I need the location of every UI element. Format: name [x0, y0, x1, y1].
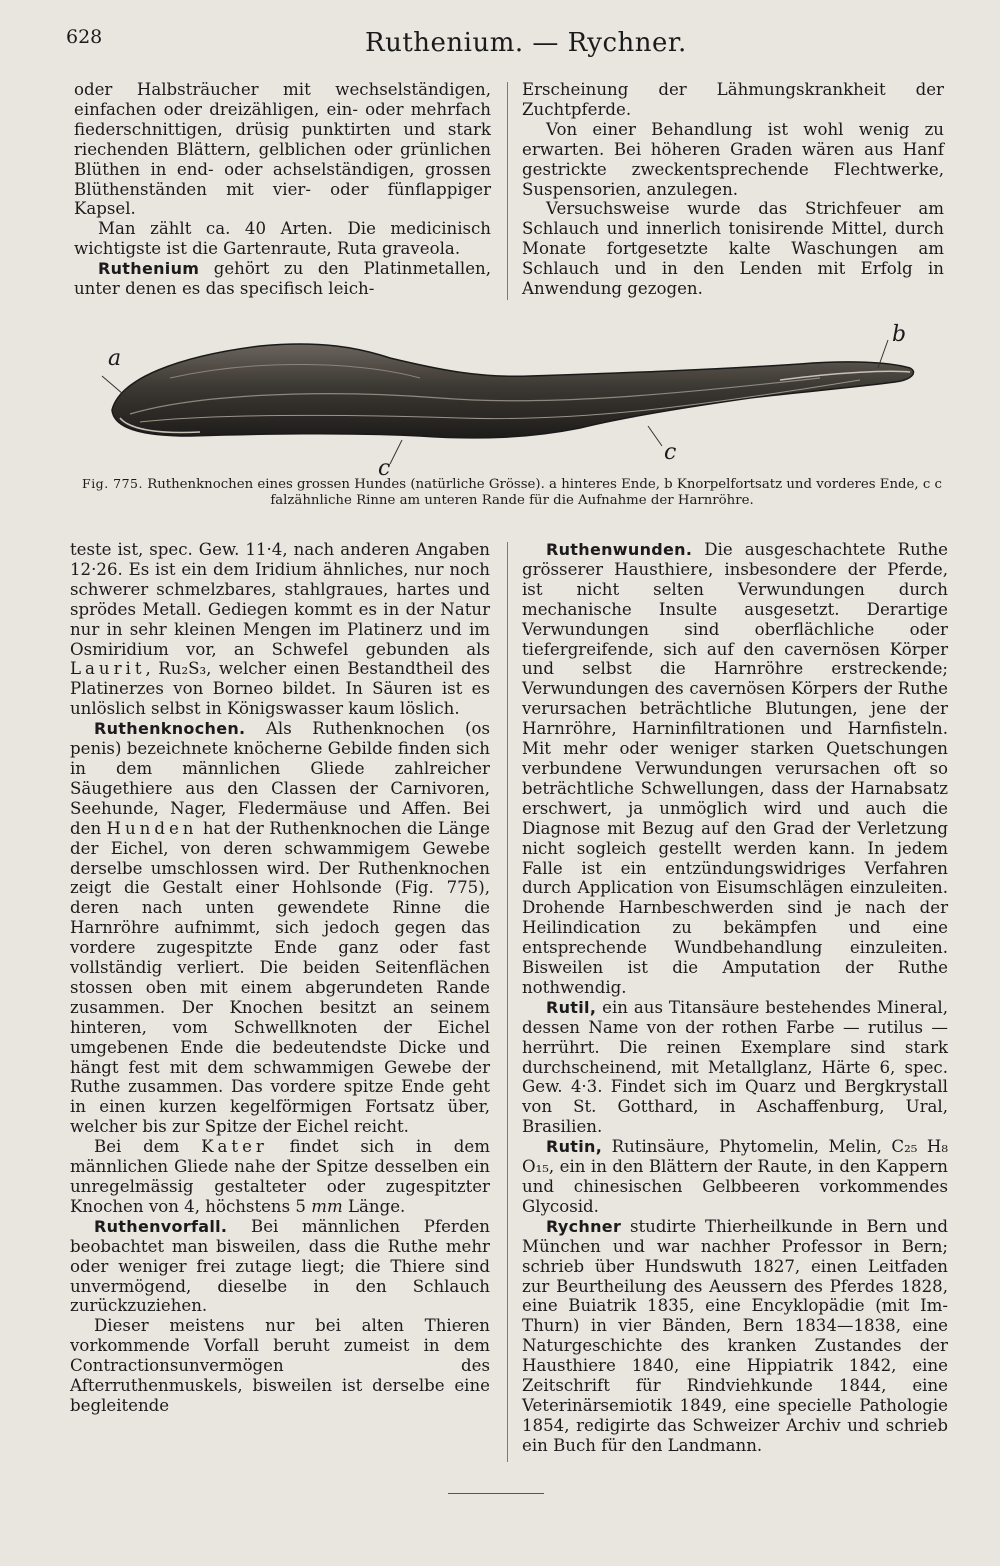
entry-rychner [522, 1217, 948, 1456]
running-head: Ruthenium. — Rychner. [365, 28, 687, 58]
figure-label-c-right: c [664, 440, 677, 465]
text-fragment: teste ist, spec. Gew. 11·4, nach anderen Angaben 12·26. Es ist ein dem Iridium ähnliches, nur noch schwerer schmelzbares, stahlgraues, hartes und sprödes Metall. Gediegen kommt es in der Natur nur in sehr kleinen Mengen im Platinerz und im Osmiridium vor, an Schwefel gebunden als [70, 540, 490, 659]
entry-ruthenium-text: gehört zu den Platinmetallen, unter denen es das specifisch leich- [74, 259, 491, 299]
term-hunden: Hunden [106, 818, 198, 838]
page-header [0, 26, 1000, 60]
bone-illustration [60, 318, 940, 478]
text-fragment: Rutinsäure, Phytomelin, Melin, C₂₅ H₈ O₁₅, ein in den Blättern der Raute, in den Kappern und chinesischen Gelbbeeren vorkommendes Glycosid. [522, 1137, 948, 1216]
paragraph-versuchsweise: Versuchsweise wurde das Strichfeuer am Schlauch und innerlich tonisirende Mittel, durch Monate fortgesetzte kalte Waschungen am Schlauch und in den Lenden mit Erfolg in Anwendung gezogen. [522, 199, 944, 299]
entry-ruthenknochen [70, 719, 490, 1137]
figure-label-c-left: c [378, 456, 391, 481]
text-fragment: findet sich in dem männlichen Gliede nahe der Spitze desselben ein unregelmässig gestalteter oder zugespitzter Knochen von 4, höchstens 5 [70, 1137, 490, 1216]
paragraph-ruta-continued: oder Halbsträucher mit wechselständigen, einfachen oder dreizähligen, ein- oder mehrfach fiederschnittigen, drüsig punktirten und stark riechenden Blättern, gelblichen oder grünlichen Blüthen in end- oder achselständigen, grossen Blüthenständen mit vier- oder fünflappiger Kapsel. [74, 80, 491, 219]
text-fragment: ein aus Titansäure bestehendes Mineral, dessen Name von der rothen Farbe — rutilus — herrührt. Die reinen Exemplare sind stark durchscheinend, mit Metallglanz, Härte 6, spec. Gew. 4·3. Findet sich im Quarz und Bergkrystall von St. Gotthard, in Aschaffenburg, Ural, Brasilien. [522, 997, 948, 1137]
unit-mm: mm [311, 1196, 343, 1216]
figure-label-b: b [892, 322, 907, 347]
lemma-ruthenknochen: Ruthenknochen. [94, 719, 246, 739]
lemma-ruthenium: Ruthenium [98, 259, 200, 279]
text-fragment: Als Ruthenknochen (os penis) bezeichnete knöcherne Gebilde finden sich in dem männlichen Gliede zahlreicher Säugethiere aus den Classen der Carnivoren, Seehunde, Nager, Fledermäuse und Affen. Bei den [70, 719, 490, 838]
figure-ruthenknochen [60, 318, 940, 481]
page-number: 628 [66, 26, 103, 48]
paragraph-behandlung: Von einer Behandlung ist wohl wenig zu erwarten. Bei höheren Graden wären aus Hanf gestrickte zweckentsprechende Flechtwerke, Suspensorien, anzulegen. [522, 119, 944, 199]
figure-caption-text: Ruthenknochen eines grossen Hundes (natürliche Grösse). a hinteres Ende, b Knorpelfortsatz und vorderes Ende, c c falzähnliche Rinne am unteren Rande für die Aufnahme der Harnröhre. [142, 477, 942, 508]
figure-caption [76, 476, 948, 509]
text-fragment: hat der Ruthenknochen die Länge der Eichel, von deren schwammigem Gewebe derselbe umschlossen wird. Der Ruthenknochen zeigt die Gestalt einer Hohlsonde (Fig. 775), deren nach unten gewendete Rinne die Harnröhre aufnimmt, sich jedoch gegen das vordere zugespitzte Ende ganz oder fast vollständig verliert. Die beiden Seitenflächen stossen oben mit einem abgerundeten Rande zusammen. Der Knochen besitzt an seinem hinteren, vom Schwellknoten der Eichel umgebenen Ende die bedeutendste Dicke und hängt fest mit dem schwammigen Gewebe der Ruthe zusammen. Das vordere spitze Ende geht in einen kurzen kegelförmigen Fortsatz über, welcher bis zur Spitze der Eichel reicht. [70, 818, 490, 1137]
figure-label-a: a [108, 346, 122, 371]
paragraph-kater [70, 1137, 490, 1217]
column-upper-right [522, 80, 944, 299]
text-fragment: Länge. [342, 1196, 406, 1216]
column-lower-right [522, 540, 948, 1456]
paragraph-ruthenium-continued [70, 540, 490, 719]
entry-ruthenvorfall [70, 1217, 490, 1317]
lemma-ruthenvorfall: Ruthenvorfall. [94, 1216, 228, 1236]
entry-ruthenium [74, 259, 491, 299]
lemma-rutil: Rutil, [546, 997, 597, 1017]
entry-ruthenwunden [522, 540, 948, 998]
lemma-ruthenwunden: Ruthenwunden. [546, 540, 693, 559]
lemma-rychner: Rychner [546, 1216, 622, 1236]
column-lower-left [70, 540, 490, 1416]
text-fragment: Die ausgeschachtete Ruthe grösserer Hausthiere, insbesondere der Pferde, ist nicht selten Verwundungen durch mechanische Insulte ausgesetzt. Derartige Verwundungen sind oberflächliche oder tiefergreifende, sich auf den cavernösen Körper und selbst die Harnröhre erstreckende; Verwundungen des cavernösen Körpers der Ruthe verursachen beträchtliche Blutungen, jene der Harnröhre, Harninfiltrationen und Harnfisteln. Mit mehr oder weniger starken Quetschungen verbundene Verwundungen verursachen oft so beträchtliche Schwellungen, dass der Harnabsatz erschwert, ja unmöglich wird und auch die Diagnose mit Bezug auf den Grad der Verletzung nicht sogleich gestellt werden kann. In jedem Falle ist ein entzündungswidriges Verfahren durch Application von Eisumschlägen einzuleiten. Drohende Harnbeschwerden sind je nach der Heilindication zu bekämpfen und eine entsprechende Wundbehandlung einzuleiten. Bisweilen ist die Amputation der Ruthe nothwendig. [522, 540, 948, 997]
lemma-rutin: Rutin, [546, 1137, 603, 1157]
text-fragment: Bei männlichen Pferden beobachtet man bisweilen, dass die Ruthe mehr oder weniger frei zutage liegt; die Thiere sind unvermögend, dieselbe in den Schlauch zurückzuziehen. [70, 1216, 490, 1316]
text-fragment: , Ru₂S₃, welcher einen Bestandtheil des Platinerzes von Borneo bildet. In Säuren ist es unlöslich selbst in Königswasser kaum löslich. [70, 659, 490, 719]
column-divider-upper [507, 82, 508, 300]
text-fragment: studirte Thierheilkunde in Bern und München und war nachher Professor in Bern; schrieb über Hundswuth 1827, einen Leitfaden zur Beurtheilung des Aeussern des Pferdes 1828, eine Buiatrik 1835, eine Encyklopädie (mit Im-Thurn) in vier Bänden, Bern 1834—1838, eine Naturgeschichte des kranken Zustandes der Hausthiere 1840, eine Hippiatrik 1842, eine Zeitschrift für Rindviehkunde 1844, eine Veterinärsemiotik 1849, eine specielle Pathologie 1854, redigirte das Schweizer Archiv und schrieb ein Buch für den Landmann. [522, 1216, 948, 1455]
figure-caption-label: Fig. 775. [82, 476, 143, 491]
paragraph-laehmung-continued: Erscheinung der Lähmungskrankheit der Zuchtpferde. [522, 80, 944, 119]
column-upper-left [74, 80, 491, 299]
entry-rutil [522, 998, 948, 1137]
term-kater: Kater [201, 1137, 268, 1157]
term-laurit: Laurit [70, 659, 146, 679]
text-fragment: Bei dem [94, 1137, 202, 1157]
paragraph-ruta-species: Man zählt ca. 40 Arten. Die medicinisch wichtigste ist die Gartenraute, Ruta graveola. [74, 219, 491, 259]
paragraph-vorfall: Dieser meistens nur bei alten Thieren vorkommende Vorfall beruht zumeist in dem Contractionsunvermögen des Afterruthenmuskels, bisweilen ist derselbe eine begleitende [70, 1316, 490, 1415]
entry-rutin [522, 1137, 948, 1217]
column-divider-lower [507, 542, 508, 1462]
end-rule [448, 1493, 544, 1494]
